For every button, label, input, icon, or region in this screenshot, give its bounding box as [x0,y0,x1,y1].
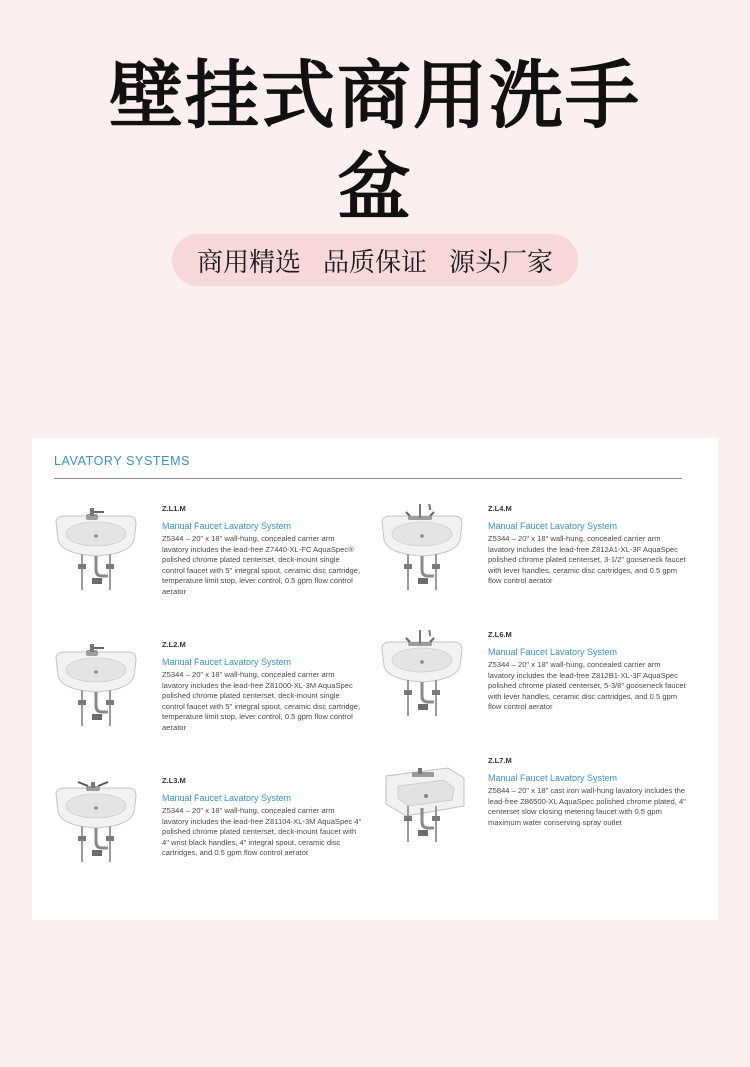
product-item-zl2m [52,640,361,760]
product-description: Z5344 – 20" x 18" wall-hung, concealed carrier arm lavatory includes the lead-free Z812B1-XL-3F AquaSpec polished chrome plated centerset, 5-3/8" gooseneck faucet with lever handles, ceramic disc cartridges, and 0.5 gpm flow control aerator [488,660,686,712]
sink-illustration [52,640,144,732]
page-title-line1: 壁挂式商用洗手 [109,53,641,139]
section-title: LAVATORY SYSTEMS [54,454,191,468]
product-description: Z5344 – 20" x 18" wall-hung, concealed carrier arm lavatory includes the lead-free Z81104-XL-3M AquaSpec 4" polished chrome plated centerset, deck-mount faucet with 4" wrist black handles, 4" integral spout, ceramic disc cartridges, and 0.5 gpm flow control aerator [162,806,362,858]
product-item-zl6m [378,630,686,750]
sink-illustration [52,504,144,596]
sink-image [378,630,470,722]
section-divider [54,478,682,479]
product-name: Manual Faucet Lavatory System [488,521,618,531]
product-description: Z5344 – 20" x 18" wall-hung, concealed carrier arm lavatory includes the lead-free Z812A1-XL-3F AquaSpec polished chrome plated centerset, 3-1/2" gooseneck faucet with lever handles, ceramic disc cartridges, and 0.5 gpm flow control aerator [488,534,686,586]
product-code: Z.L1.M [162,504,186,513]
product-item-zl3m [52,776,362,896]
sink-illustration [378,504,470,596]
catalog-card [32,438,718,920]
tag-commercial-select: 商用精选 [196,247,301,278]
sink-image [378,756,470,848]
tag-source-factory: 源头厂家 [449,247,554,278]
page-title-line2: 盆 [337,145,413,231]
product-code: Z.L3.M [162,776,186,785]
product-description: Z5344 – 20" x 18" wall-hung, concealed carrier arm lavatory includes the lead-free Z7440-XL-FC AquaSpec® polished chrome plated centerset, deck-mount single control faucet with 5" integral spout, ceramic disc cartridge, temperature limit stop, lever control, 0.5 gpm flow control aerator [162,534,361,596]
page-title [0,50,750,234]
product-name: Manual Faucet Lavatory System [162,657,292,667]
product-name: Manual Faucet Lavatory System [488,773,618,783]
product-item-zl4m [378,504,686,624]
product-code: Z.L2.M [162,640,186,649]
product-description: Z5344 – 20" x 18" wall-hung, concealed carrier arm lavatory includes the lead-free Z81000-XL-3M AquaSpec polished chrome plated centerset, deck-mount single control faucet with 5" integral spout, ceramic disc cartridge, temperature limit stop, lever control, 0.5 gpm flow control aerator [162,670,361,732]
product-code: Z.L6.M [488,630,512,639]
sink-image [378,504,470,596]
product-description: Z5844 – 20" x 18" cast iron wall-hung lavatory includes the lead-free Z86500-XL AquaSpec polished chrome plated, 4" centerset slow closing metering faucet with 0.5 gpm maximum water conserving spray outlet [488,786,686,827]
feature-tags-pill [172,234,578,286]
product-name: Manual Faucet Lavatory System [488,647,618,657]
sink-illustration [378,630,470,722]
sink-image [52,640,144,732]
sink-image [52,776,144,868]
product-name: Manual Faucet Lavatory System [162,521,292,531]
sink-illustration [378,756,470,848]
sink-image [52,504,144,596]
product-item-zl1m [52,504,361,624]
product-name: Manual Faucet Lavatory System [162,793,292,803]
product-item-zl7m [378,756,686,876]
product-code: Z.L7.M [488,756,512,765]
sink-illustration [52,776,144,868]
tag-quality-assurance: 品质保证 [322,247,427,278]
product-code: Z.L4.M [488,504,512,513]
